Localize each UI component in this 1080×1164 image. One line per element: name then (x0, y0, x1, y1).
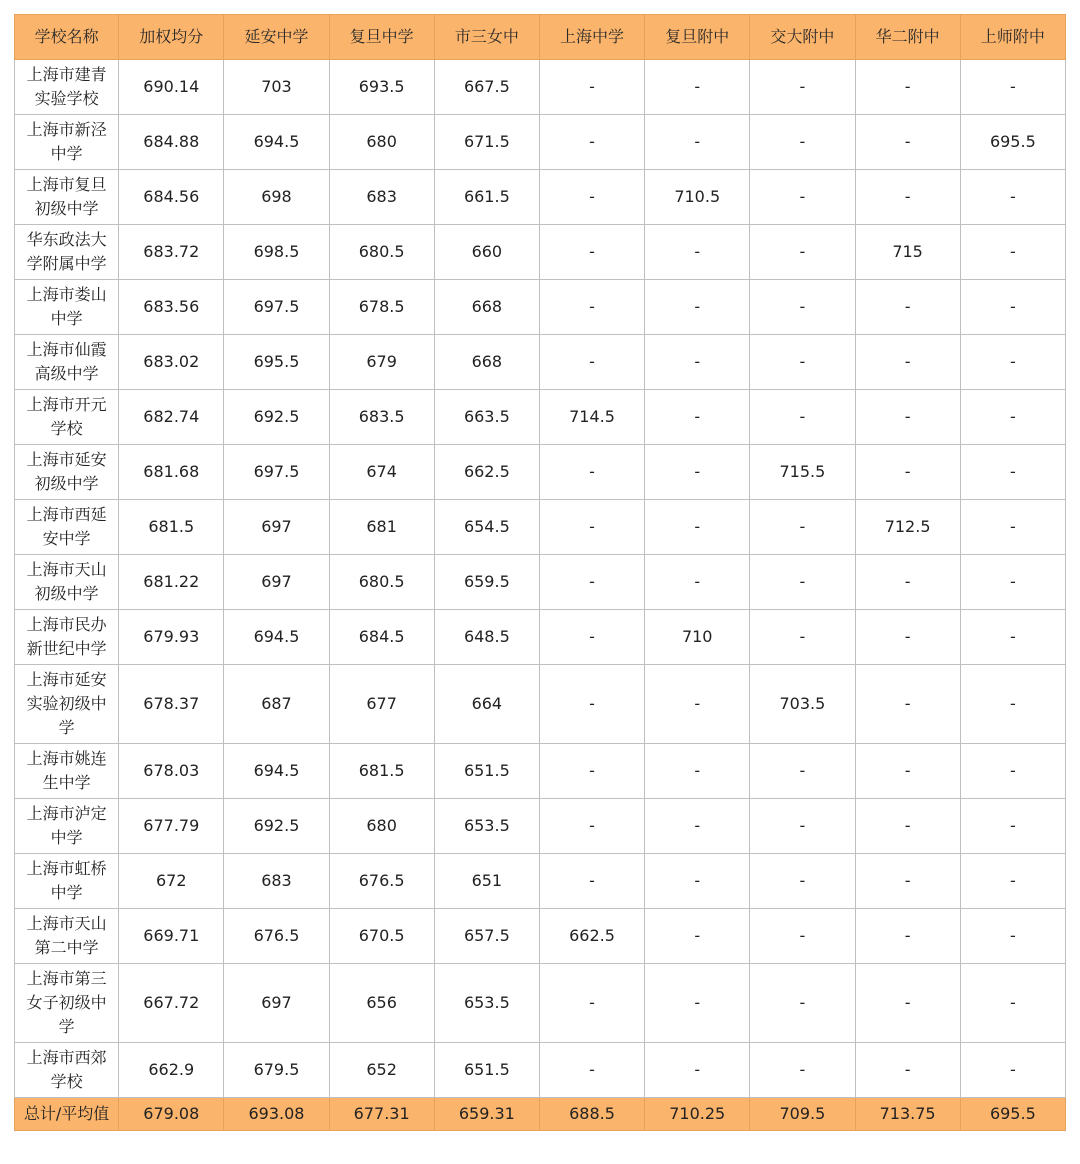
table-row (15, 909, 1066, 964)
score-cell: - (645, 964, 750, 1043)
score-cell: - (855, 964, 960, 1043)
score-cell: 679.93 (119, 610, 224, 665)
score-cell: 681.22 (119, 555, 224, 610)
score-cell: 651.5 (434, 744, 539, 799)
school-name-cell: 上海市新泾中学 (15, 115, 119, 170)
score-cell: 680 (329, 799, 434, 854)
score-cell: - (855, 555, 960, 610)
score-cell: 659.5 (434, 555, 539, 610)
score-cell: - (855, 390, 960, 445)
score-cell: - (645, 1043, 750, 1098)
score-cell: 676.5 (329, 854, 434, 909)
score-cell: 681 (329, 500, 434, 555)
score-cell: 683.56 (119, 280, 224, 335)
score-cell: - (539, 60, 644, 115)
score-cell: 698.5 (224, 225, 329, 280)
school-name-cell: 上海市延安实验初级中学 (15, 665, 119, 744)
table-row (15, 335, 1066, 390)
score-cell: - (750, 799, 855, 854)
score-cell: 697 (224, 500, 329, 555)
footer-cell: 677.31 (329, 1098, 434, 1131)
score-cell: - (855, 610, 960, 665)
score-cell: 697.5 (224, 280, 329, 335)
score-cell: - (960, 1043, 1065, 1098)
score-cell: 677 (329, 665, 434, 744)
score-cell: 682.74 (119, 390, 224, 445)
score-cell: - (960, 170, 1065, 225)
score-cell: 677.79 (119, 799, 224, 854)
score-cell: - (960, 60, 1065, 115)
score-cell: - (539, 610, 644, 665)
score-cell: 712.5 (855, 500, 960, 555)
score-cell: - (855, 335, 960, 390)
score-cell: - (960, 909, 1065, 964)
footer-cell: 710.25 (645, 1098, 750, 1131)
table-row (15, 665, 1066, 744)
score-cell: - (645, 665, 750, 744)
score-cell: - (750, 170, 855, 225)
score-cell: - (539, 170, 644, 225)
score-cell: 660 (434, 225, 539, 280)
score-cell: - (750, 909, 855, 964)
score-cell: 683.5 (329, 390, 434, 445)
school-name-cell: 上海市延安初级中学 (15, 445, 119, 500)
score-cell: 654.5 (434, 500, 539, 555)
score-cell: 694.5 (224, 610, 329, 665)
score-cell: 693.5 (329, 60, 434, 115)
score-cell: - (645, 744, 750, 799)
score-cell: - (645, 445, 750, 500)
score-cell: 694.5 (224, 744, 329, 799)
score-cell: - (645, 60, 750, 115)
score-cell: 681.5 (329, 744, 434, 799)
table-header-row (15, 15, 1066, 60)
score-cell: 684.88 (119, 115, 224, 170)
school-name-cell: 上海市开元学校 (15, 390, 119, 445)
school-name-cell: 华东政法大学附属中学 (15, 225, 119, 280)
score-cell: 694.5 (224, 115, 329, 170)
school-name-cell: 上海市西郊学校 (15, 1043, 119, 1098)
score-cell: 670.5 (329, 909, 434, 964)
table-row (15, 390, 1066, 445)
table-row (15, 280, 1066, 335)
score-cell: - (960, 744, 1065, 799)
score-cell: - (750, 555, 855, 610)
score-cell: - (539, 500, 644, 555)
score-cell: 697 (224, 964, 329, 1043)
table-body (15, 60, 1066, 1098)
score-cell: - (960, 610, 1065, 665)
score-cell: - (960, 445, 1065, 500)
header-cell: 复旦附中 (645, 15, 750, 60)
table-footer-row (15, 1098, 1066, 1131)
table-row (15, 799, 1066, 854)
score-cell: 662.9 (119, 1043, 224, 1098)
score-cell: - (750, 1043, 855, 1098)
school-name-cell: 上海市西延安中学 (15, 500, 119, 555)
score-cell: - (645, 799, 750, 854)
score-cell: 692.5 (224, 390, 329, 445)
footer-cell: 695.5 (960, 1098, 1065, 1131)
school-name-cell: 上海市天山初级中学 (15, 555, 119, 610)
score-cell: 683 (224, 854, 329, 909)
score-cell: - (645, 555, 750, 610)
score-cell: 668 (434, 335, 539, 390)
score-cell: 681.5 (119, 500, 224, 555)
score-cell: - (960, 225, 1065, 280)
table-row (15, 445, 1066, 500)
score-cell: - (960, 555, 1065, 610)
score-cell: 668 (434, 280, 539, 335)
score-cell: - (750, 744, 855, 799)
score-cell: 703.5 (750, 665, 855, 744)
score-cell: - (750, 60, 855, 115)
score-cell: 683 (329, 170, 434, 225)
header-cell: 华二附中 (855, 15, 960, 60)
footer-cell: 总计/平均值 (15, 1098, 119, 1131)
score-cell: 648.5 (434, 610, 539, 665)
footer-cell: 679.08 (119, 1098, 224, 1131)
score-cell: - (645, 500, 750, 555)
score-cell: - (539, 665, 644, 744)
score-cell: 715 (855, 225, 960, 280)
score-cell: - (645, 335, 750, 390)
score-cell: - (539, 1043, 644, 1098)
score-cell: - (539, 280, 644, 335)
table-row (15, 115, 1066, 170)
score-cell: 710.5 (645, 170, 750, 225)
table-row (15, 610, 1066, 665)
score-cell: - (750, 854, 855, 909)
score-cell: - (750, 225, 855, 280)
score-cell: - (645, 225, 750, 280)
score-cell: 678.03 (119, 744, 224, 799)
score-cell: - (539, 964, 644, 1043)
score-cell: - (539, 225, 644, 280)
score-cell: 679 (329, 335, 434, 390)
score-cell: 676.5 (224, 909, 329, 964)
score-cell: 683.72 (119, 225, 224, 280)
score-cell: - (750, 390, 855, 445)
score-cell: 679.5 (224, 1043, 329, 1098)
score-cell: 684.5 (329, 610, 434, 665)
score-cell: 678.37 (119, 665, 224, 744)
header-cell: 上师附中 (960, 15, 1065, 60)
score-cell: 714.5 (539, 390, 644, 445)
score-cell: - (539, 445, 644, 500)
school-name-cell: 上海市民办新世纪中学 (15, 610, 119, 665)
score-cell: - (750, 280, 855, 335)
score-cell: 715.5 (750, 445, 855, 500)
school-name-cell: 上海市虹桥中学 (15, 854, 119, 909)
score-cell: - (960, 854, 1065, 909)
score-cell: 684.56 (119, 170, 224, 225)
score-cell: 697.5 (224, 445, 329, 500)
score-cell: 681.68 (119, 445, 224, 500)
score-cell: 703 (224, 60, 329, 115)
score-cell: - (750, 610, 855, 665)
table-row (15, 555, 1066, 610)
score-cell: - (750, 115, 855, 170)
score-cell: 662.5 (434, 445, 539, 500)
score-cell: - (960, 799, 1065, 854)
score-cell: - (855, 854, 960, 909)
header-cell: 延安中学 (224, 15, 329, 60)
score-cell: 652 (329, 1043, 434, 1098)
score-cell: - (960, 390, 1065, 445)
score-cell: 683.02 (119, 335, 224, 390)
score-cell: - (855, 170, 960, 225)
score-cell: 663.5 (434, 390, 539, 445)
header-cell: 上海中学 (539, 15, 644, 60)
score-cell: 656 (329, 964, 434, 1043)
score-cell: - (855, 445, 960, 500)
score-cell: - (960, 500, 1065, 555)
score-cell: 695.5 (224, 335, 329, 390)
score-cell: - (539, 854, 644, 909)
score-cell: 674 (329, 445, 434, 500)
school-name-cell: 上海市天山第二中学 (15, 909, 119, 964)
table-row (15, 225, 1066, 280)
table-row (15, 744, 1066, 799)
school-name-cell: 上海市建青实验学校 (15, 60, 119, 115)
header-cell: 市三女中 (434, 15, 539, 60)
score-cell: 680.5 (329, 555, 434, 610)
score-cell: - (960, 964, 1065, 1043)
score-cell: 651.5 (434, 1043, 539, 1098)
score-cell: 680.5 (329, 225, 434, 280)
score-cell: 657.5 (434, 909, 539, 964)
school-name-cell: 上海市姚连生中学 (15, 744, 119, 799)
score-cell: 651 (434, 854, 539, 909)
score-cell: - (539, 799, 644, 854)
score-cell: 661.5 (434, 170, 539, 225)
score-cell: - (855, 744, 960, 799)
score-cell: - (750, 335, 855, 390)
school-name-cell: 上海市复旦初级中学 (15, 170, 119, 225)
score-cell: 697 (224, 555, 329, 610)
score-cell: - (539, 744, 644, 799)
score-cell: - (855, 115, 960, 170)
score-cell: - (960, 280, 1065, 335)
score-cell: 653.5 (434, 799, 539, 854)
score-cell: 667.5 (434, 60, 539, 115)
score-cell: - (539, 115, 644, 170)
score-cell: 664 (434, 665, 539, 744)
score-cell: - (539, 555, 644, 610)
school-name-cell: 上海市第三女子初级中学 (15, 964, 119, 1043)
footer-cell: 693.08 (224, 1098, 329, 1131)
score-cell: - (855, 909, 960, 964)
score-cell: - (855, 665, 960, 744)
score-cell: - (855, 60, 960, 115)
score-cell: - (855, 280, 960, 335)
score-cell: - (750, 964, 855, 1043)
header-cell: 复旦中学 (329, 15, 434, 60)
header-cell: 交大附中 (750, 15, 855, 60)
score-cell: 695.5 (960, 115, 1065, 170)
score-cell: 698 (224, 170, 329, 225)
score-cell: 667.72 (119, 964, 224, 1043)
header-cell: 学校名称 (15, 15, 119, 60)
footer-cell: 688.5 (539, 1098, 644, 1131)
score-cell: - (855, 1043, 960, 1098)
table-row (15, 500, 1066, 555)
score-cell: 669.71 (119, 909, 224, 964)
score-cell: 692.5 (224, 799, 329, 854)
score-cell: 687 (224, 665, 329, 744)
score-cell: - (750, 500, 855, 555)
score-cell: 653.5 (434, 964, 539, 1043)
table-row (15, 60, 1066, 115)
table-row (15, 964, 1066, 1043)
score-cell: - (645, 854, 750, 909)
footer-cell: 713.75 (855, 1098, 960, 1131)
score-cell: 690.14 (119, 60, 224, 115)
score-cell: 671.5 (434, 115, 539, 170)
score-cell: - (645, 390, 750, 445)
school-name-cell: 上海市泸定中学 (15, 799, 119, 854)
score-cell: 672 (119, 854, 224, 909)
score-cell: - (855, 799, 960, 854)
score-cell: 710 (645, 610, 750, 665)
score-cell: - (960, 665, 1065, 744)
footer-cell: 709.5 (750, 1098, 855, 1131)
table-row (15, 1043, 1066, 1098)
school-name-cell: 上海市娄山中学 (15, 280, 119, 335)
score-cell: - (645, 115, 750, 170)
score-cell: 678.5 (329, 280, 434, 335)
score-cell: - (960, 335, 1065, 390)
score-cell: - (645, 909, 750, 964)
school-name-cell: 上海市仙霞高级中学 (15, 335, 119, 390)
footer-cell: 659.31 (434, 1098, 539, 1131)
table-row (15, 170, 1066, 225)
score-cell: 662.5 (539, 909, 644, 964)
school-score-table (14, 14, 1066, 1131)
header-cell: 加权均分 (119, 15, 224, 60)
score-cell: 680 (329, 115, 434, 170)
score-cell: - (539, 335, 644, 390)
score-cell: - (645, 280, 750, 335)
table-row (15, 854, 1066, 909)
